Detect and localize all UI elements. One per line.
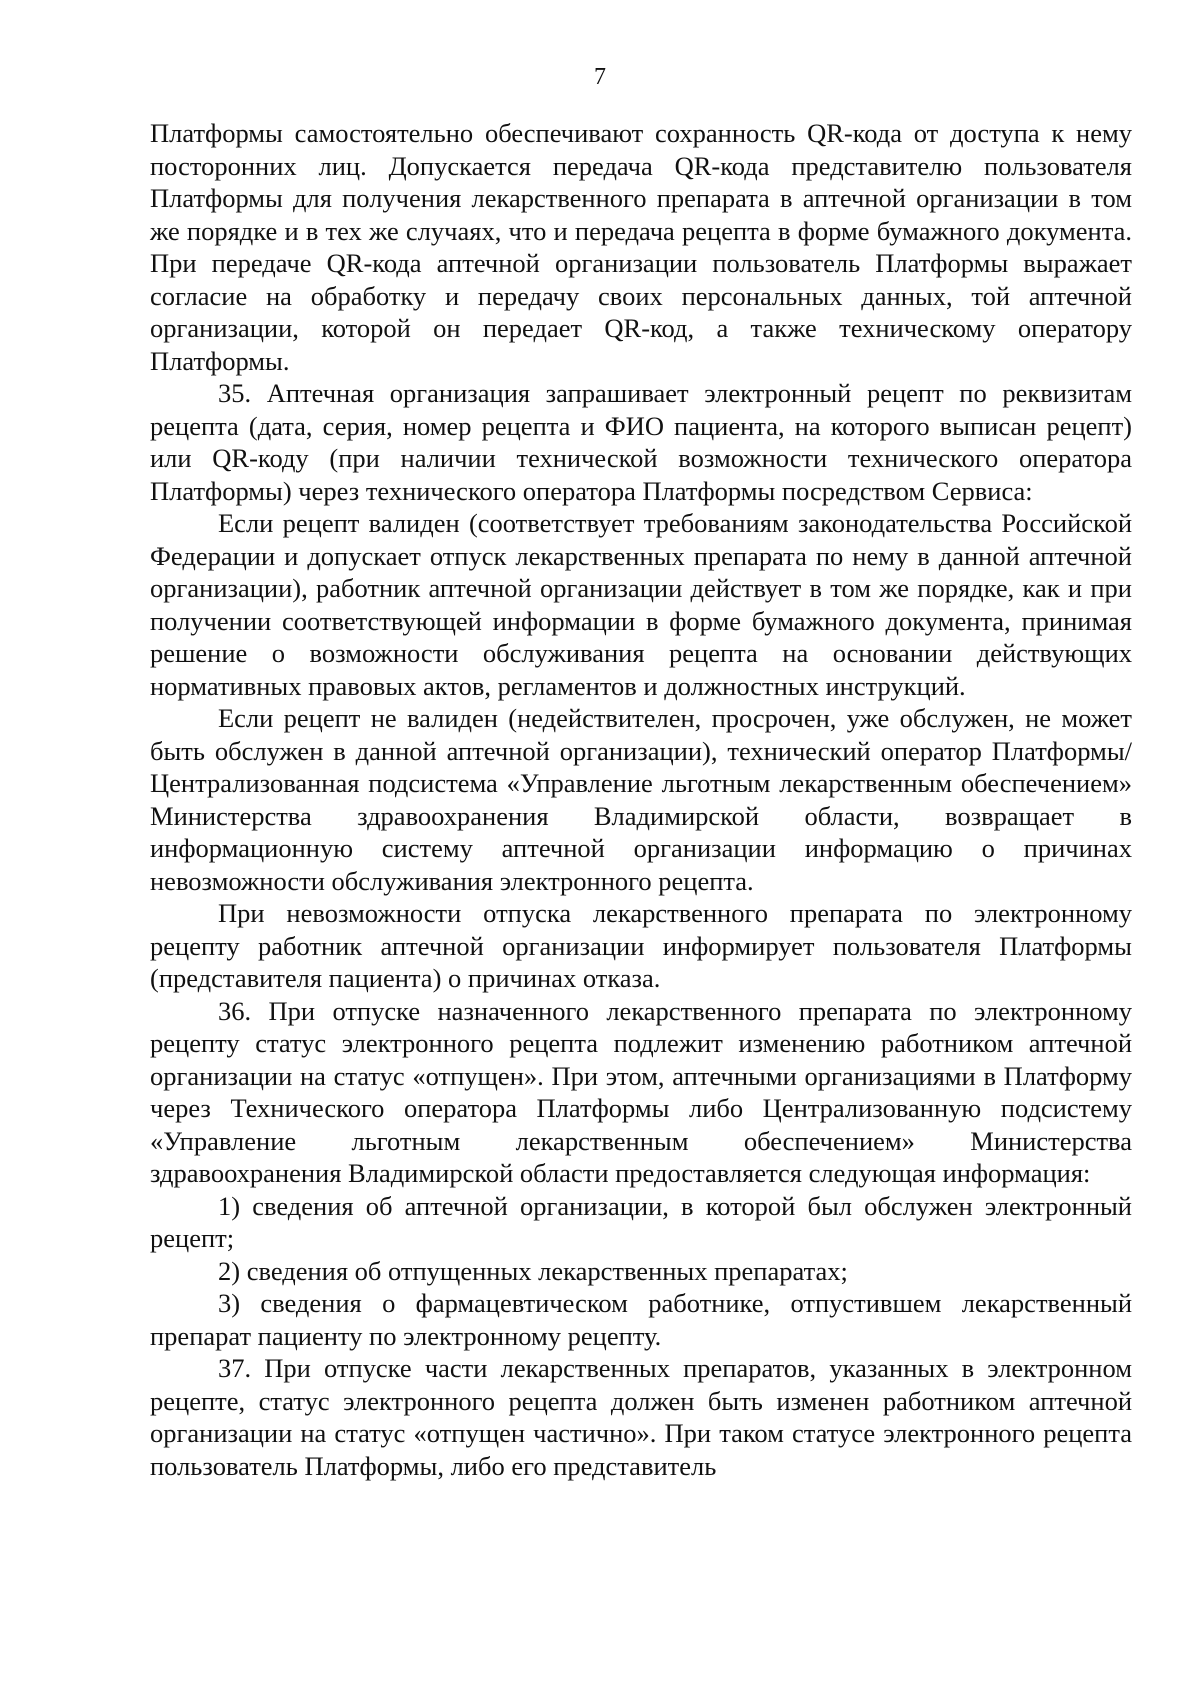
paragraph-continuation: Платформы самостоятельно обеспечивают сохранность QR-кода от доступа к нему посторонних лиц. Допускается передача QR-кода представителю пользователя Платформы для получения лекарственного препарата в аптечной организации в том же порядке и в тех же случаях, что и передача рецепта в форме бумажного документа. При передаче QR-кода аптечной организации пользователь Платформы выражает согласие на обработку и передачу своих персональных данных, той аптечной организации, которой он передает QR-код, а также техническому оператору Платформы. [150,118,1132,376]
list-item-36-3: 3) сведения о фармацевтическом работнике, отпустившем лекарственный препарат пациенту по электронному рецепту. [150,1288,1132,1351]
list-item-36-2: 2) сведения об отпущенных лекарственных препаратах; [218,1255,848,1286]
paragraph-36: 36. При отпуске назначенного лекарственного препарата по электронному рецепту статус электронного рецепта подлежит изменению работником аптечной организации на статус «отпущен». При этом, аптечными организациями в Платформу через Технического оператора Платформы либо Централизованную подсистему «Управление льготным лекарственным обеспечением» Министерства здравоохранения Владимирской области предоставляется следующая информация: [150,995,1132,1188]
paragraph-35-valid: Если рецепт валиден (соответствует требованиям законодательства Российской Федерации и допускает отпуск лекарственных препарата по нему в данной аптечной организации), работник аптечной организации действует в том же порядке, как и при получении соответствующей информации в форме бумажного документа, принимая решение о возможности обслуживания рецепта на основании действующих нормативных правовых актов, регламентов и должностных инструкций. [150,508,1132,701]
page-number: 7 [594,64,606,90]
document-body [150,117,1132,1482]
list-item-36-1: 1) сведения об аптечной организации, в которой был обслужен электронный рецепт; [150,1190,1132,1253]
paragraph-37: 37. При отпуске части лекарственных препаратов, указанных в электронном рецепте, статус электронного рецепта должен быть изменен работником аптечной организации на статус «отпущен частично». При таком статусе электронного рецепта пользователь Платформы, либо его представитель [150,1353,1132,1481]
paragraph-35-refusal: При невозможности отпуска лекарственного препарата по электронному рецепту работник аптечной организации информирует пользователя Платформы (представителя пациента) о причинах отказа. [150,898,1132,993]
paragraph-35: 35. Аптечная организация запрашивает электронный рецепт по реквизитам рецепта (дата, серия, номер рецепта и ФИО пациента, на которого выписан рецепт) или QR-коду (при наличии технической возможности технического оператора Платформы) через технического оператора Платформы посредством Сервиса: [150,378,1132,506]
paragraph-35-invalid: Если рецепт не валиден (недействителен, просрочен, уже обслужен, не может быть обслужен в данной аптечной организации), технический оператор Платформы/ Централизованная подсистема «Управление льготным лекарственным обеспечением» Министерства здравоохранения Владимирской области, возвращает в информационную систему аптечной организации информацию о причинах невозможности обслуживания электронного рецепта. [150,703,1132,896]
